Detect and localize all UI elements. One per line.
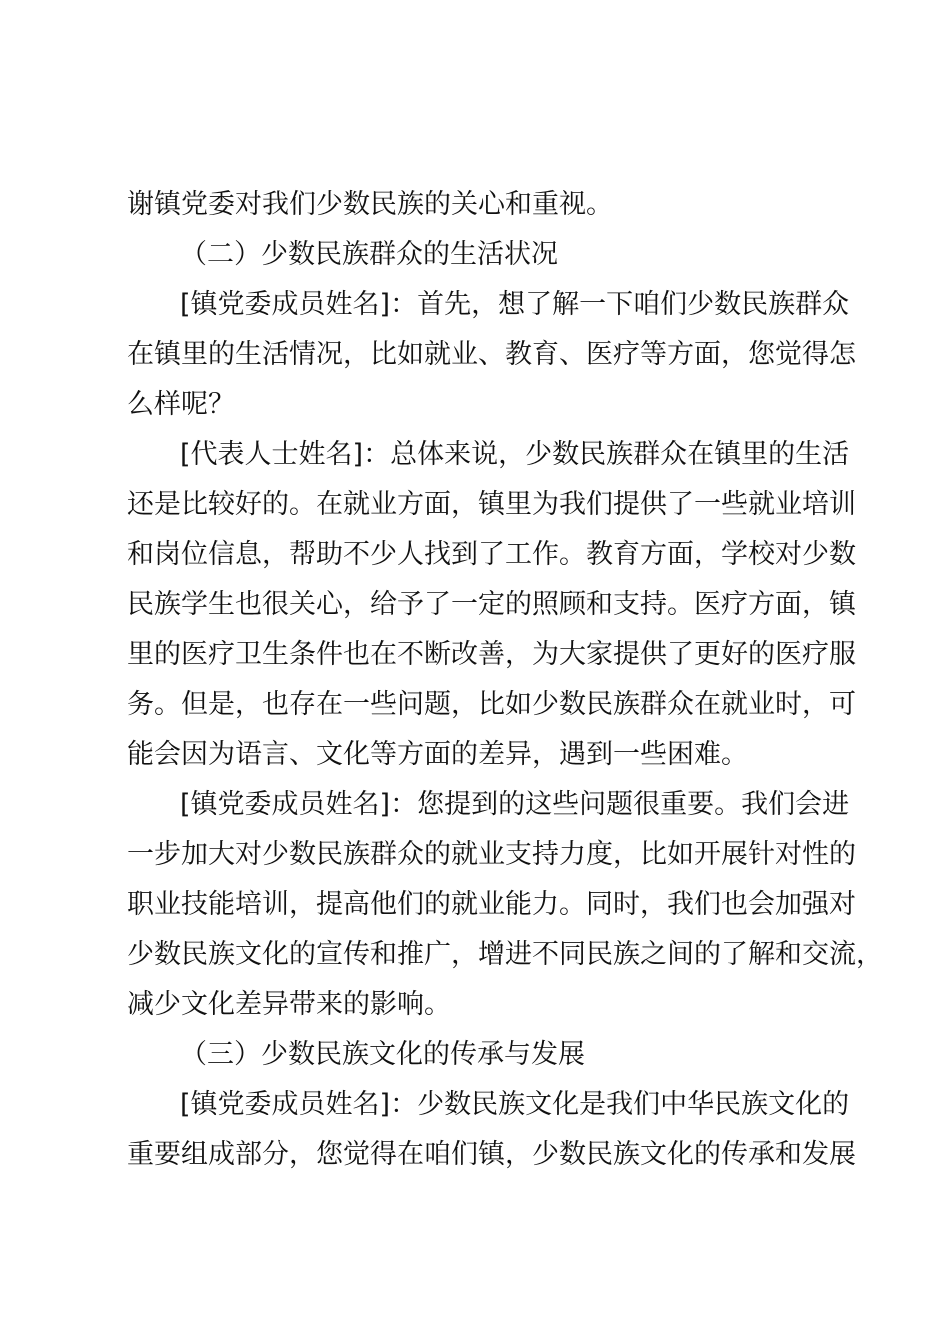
text-line: 务。但是，也存在一些问题，比如少数民族群众在就业时，可: [127, 689, 856, 720]
text-line: 民族学生也很关心，给予了一定的照顾和支持。医疗方面，镇: [127, 589, 856, 620]
text-line: 减少文化差异带来的影响。: [127, 989, 451, 1020]
text-line: 重要组成部分，您觉得在咱们镇，少数民族文化的传承和发展: [127, 1139, 856, 1170]
text-line: 里的医疗卫生条件也在不断改善，为大家提供了更好的医疗服: [127, 639, 856, 670]
text-line: 能会因为语言、文化等方面的差异，遇到一些困难。: [127, 739, 748, 770]
section-heading-3: （三）少数民族文化的传承与发展: [180, 1039, 585, 1070]
text-line: [镇党委成员姓名]：首先，想了解一下咱们少数民族群众: [180, 289, 850, 320]
text-line: 还是比较好的。在就业方面，镇里为我们提供了一些就业培训: [127, 489, 856, 520]
text-line: 和岗位信息，帮助不少人找到了工作。教育方面，学校对少数: [127, 539, 856, 570]
text-line: [镇党委成员姓名]：少数民族文化是我们中华民族文化的: [180, 1089, 850, 1120]
text-line: 在镇里的生活情况，比如就业、教育、医疗等方面，您觉得怎: [127, 339, 856, 370]
text-line: 少数民族文化的宣传和推广，增进不同民族之间的了解和交流，: [127, 939, 883, 970]
section-heading-2: （二）少数民族群众的生活状况: [180, 239, 558, 270]
text-line: 一步加大对少数民族群众的就业支持力度，比如开展针对性的: [127, 839, 856, 870]
text-line: [镇党委成员姓名]：您提到的这些问题很重要。我们会进: [180, 789, 850, 820]
text-line: 谢镇党委对我们少数民族的关心和重视。: [127, 189, 613, 220]
text-line: 么样呢？: [127, 389, 235, 420]
text-line: [代表人士姓名]：总体来说，少数民族群众在镇里的生活: [180, 439, 850, 470]
text-line: 职业技能培训，提高他们的就业能力。同时，我们也会加强对: [127, 889, 856, 920]
